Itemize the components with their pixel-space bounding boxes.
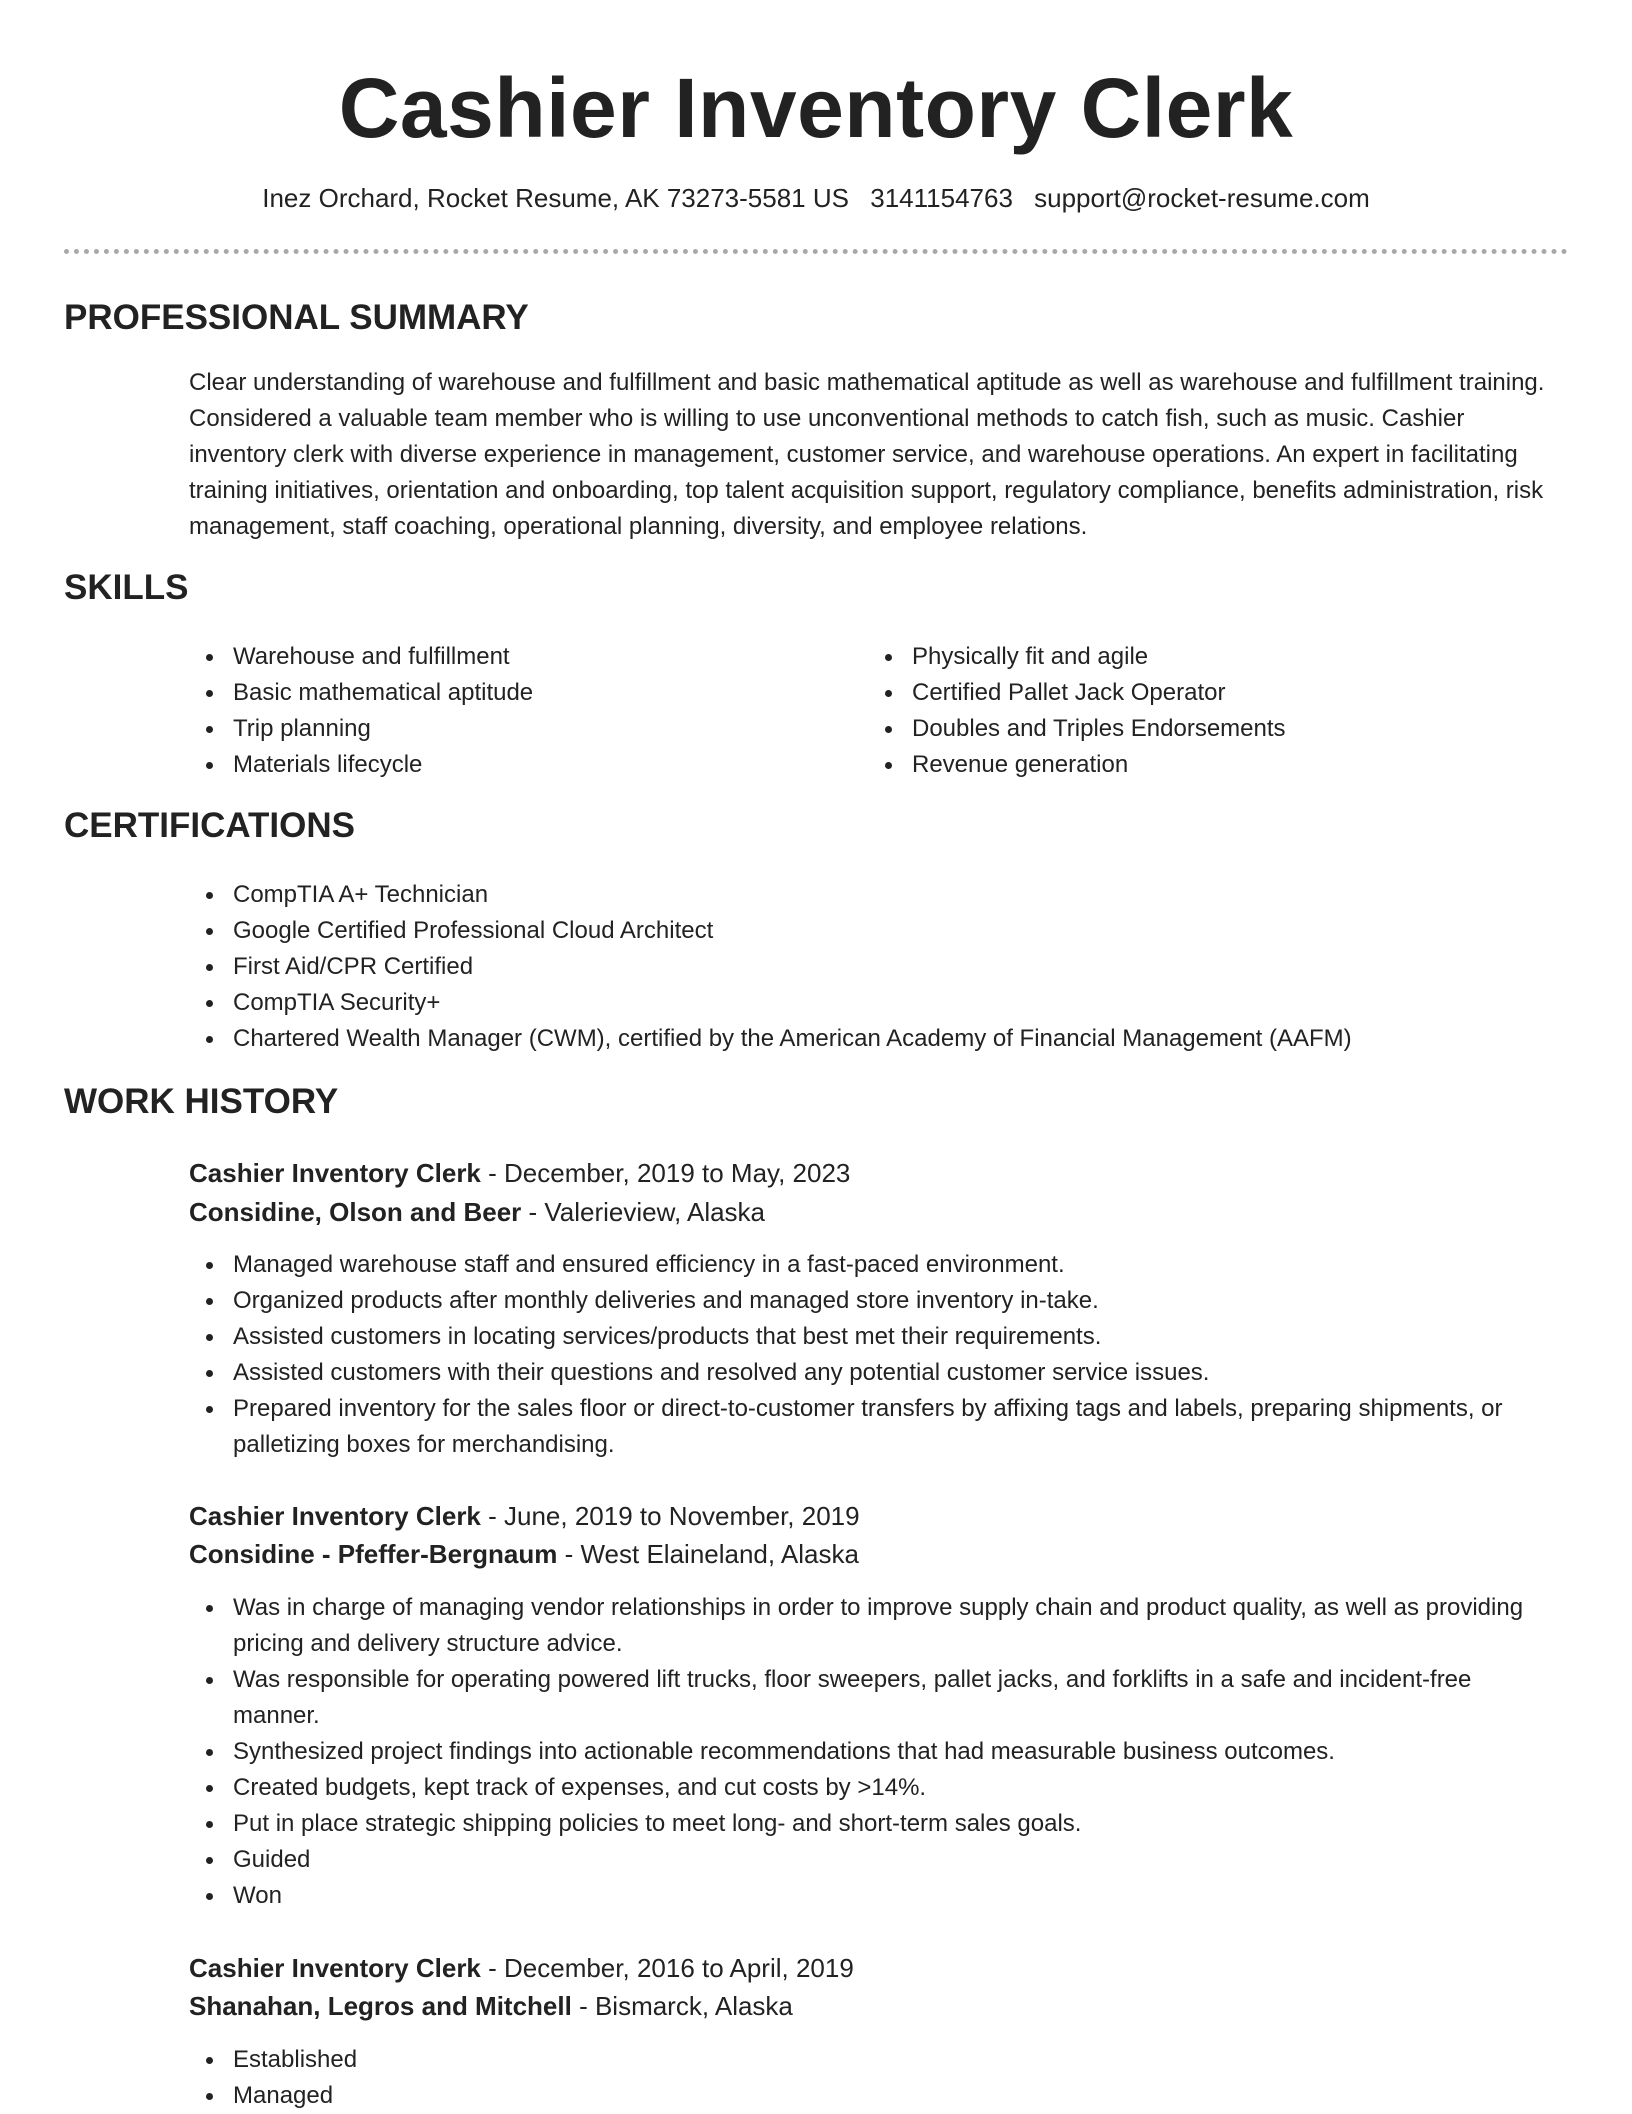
job-dates: - December, 2019 to May, 2023 [480,1158,851,1188]
job-bullet: Managed [189,2078,1559,2114]
job-bullets [189,2042,1559,2114]
job-bullet: Was in charge of managing vendor relationships in order to improve supply chain and product quality, as well as providing pricing and delivery structure advice. [189,1590,1559,1662]
resume-name-title: Cashier Inventory Clerk [338,61,1294,155]
job-title-line [189,1154,850,1192]
skill-item: Warehouse and fulfillment [189,639,829,675]
skill-item: Certified Pallet Jack Operator [868,675,1508,711]
job-bullet: Assisted customers in locating services/products that best met their requirements. [189,1319,1559,1355]
job-bullet: Guided [189,1842,1559,1878]
job-company-line [189,1987,793,2025]
job-dates: - December, 2016 to April, 2019 [480,1953,854,1983]
job-company: Shanahan, Legros and Mitchell [189,1991,572,2021]
certification-item: Google Certified Professional Cloud Architect [189,913,1559,949]
job-location: - West Elaineland, Alaska [557,1539,859,1569]
job-title-line [189,1949,854,1987]
job-bullet: Managed warehouse staff and ensured efficiency in a fast-paced environment. [189,1247,1559,1283]
certification-item: CompTIA A+ Technician [189,877,1559,913]
contact-address: Inez Orchard, Rocket Resume, AK 73273-5581 US [262,183,849,213]
skill-item: Revenue generation [868,747,1508,783]
certifications-list [189,877,1559,1057]
job-bullet: Won [189,1878,1559,1914]
skill-item: Physically fit and agile [868,639,1508,675]
job-location: - Valerieview, Alaska [521,1197,766,1227]
contact-phone: 3141154763 [870,183,1013,213]
job-bullet: Put in place strategic shipping policies to meet long- and short-term sales goals. [189,1806,1559,1842]
job-bullet: Was responsible for operating powered lift trucks, floor sweepers, pallet jacks, and forklifts in a safe and incident-free manner. [189,1662,1559,1734]
section-title-certifications: CERTIFICATIONS [64,806,356,845]
contact-email: support@rocket-resume.com [1034,183,1370,213]
skill-item: Basic mathematical aptitude [189,675,829,711]
skill-item: Trip planning [189,711,829,747]
header-divider [64,249,1568,254]
job-dates: - June, 2019 to November, 2019 [480,1501,860,1531]
contact-line [0,180,1632,216]
section-title-skills: SKILLS [64,568,189,607]
skill-item: Doubles and Triples Endorsements [868,711,1508,747]
job-bullet: Prepared inventory for the sales floor or direct-to-customer transfers by affixing tags and labels, preparing shipments, or palletizing boxes for merchandising. [189,1391,1559,1463]
skills-list-right [868,639,1508,783]
job-company-line [189,1193,765,1231]
section-title-summary: PROFESSIONAL SUMMARY [64,298,529,337]
skill-item: Materials lifecycle [189,747,829,783]
certification-item: First Aid/CPR Certified [189,949,1559,985]
certification-item: Chartered Wealth Manager (CWM), certified by the American Academy of Financial Management (AAFM) [189,1021,1559,1057]
skills-list-left [189,639,829,783]
job-company-line [189,1535,859,1573]
job-bullet: Established [189,2042,1559,2078]
job-company: Considine - Pfeffer-Bergnaum [189,1539,558,1569]
job-title: Cashier Inventory Clerk [189,1158,481,1188]
certification-item: CompTIA Security+ [189,985,1559,1021]
job-location: - Bismarck, Alaska [571,1991,793,2021]
job-bullet: Assisted customers with their questions and resolved any potential customer service issues. [189,1355,1559,1391]
section-title-work-history: WORK HISTORY [64,1082,339,1121]
job-bullet: Created budgets, kept track of expenses, and cut costs by >14%. [189,1770,1559,1806]
job-bullets [189,1590,1559,1914]
job-bullet: Synthesized project findings into actionable recommendations that had measurable business outcomes. [189,1734,1559,1770]
job-bullet: Organized products after monthly deliveries and managed store inventory in-take. [189,1283,1559,1319]
job-bullets [189,1247,1559,1463]
job-company: Considine, Olson and Beer [189,1197,522,1227]
job-title: Cashier Inventory Clerk [189,1501,481,1531]
job-title: Cashier Inventory Clerk [189,1953,481,1983]
summary-text: Clear understanding of warehouse and fulfillment and basic mathematical aptitude as well as warehouse and fulfillment training. Considered a valuable team member who is willing to use unconventional methods to catch fish, such as music. Cashier inventory clerk with diverse experience in management, customer service, and warehouse operations. An expert in facilitating training initiatives, orientation and onboarding, top talent acquisition support, regulatory compliance, benefits administration, risk management, staff coaching, operational planning, diversity, and employee relations. [189,369,1545,540]
job-title-line [189,1497,860,1535]
